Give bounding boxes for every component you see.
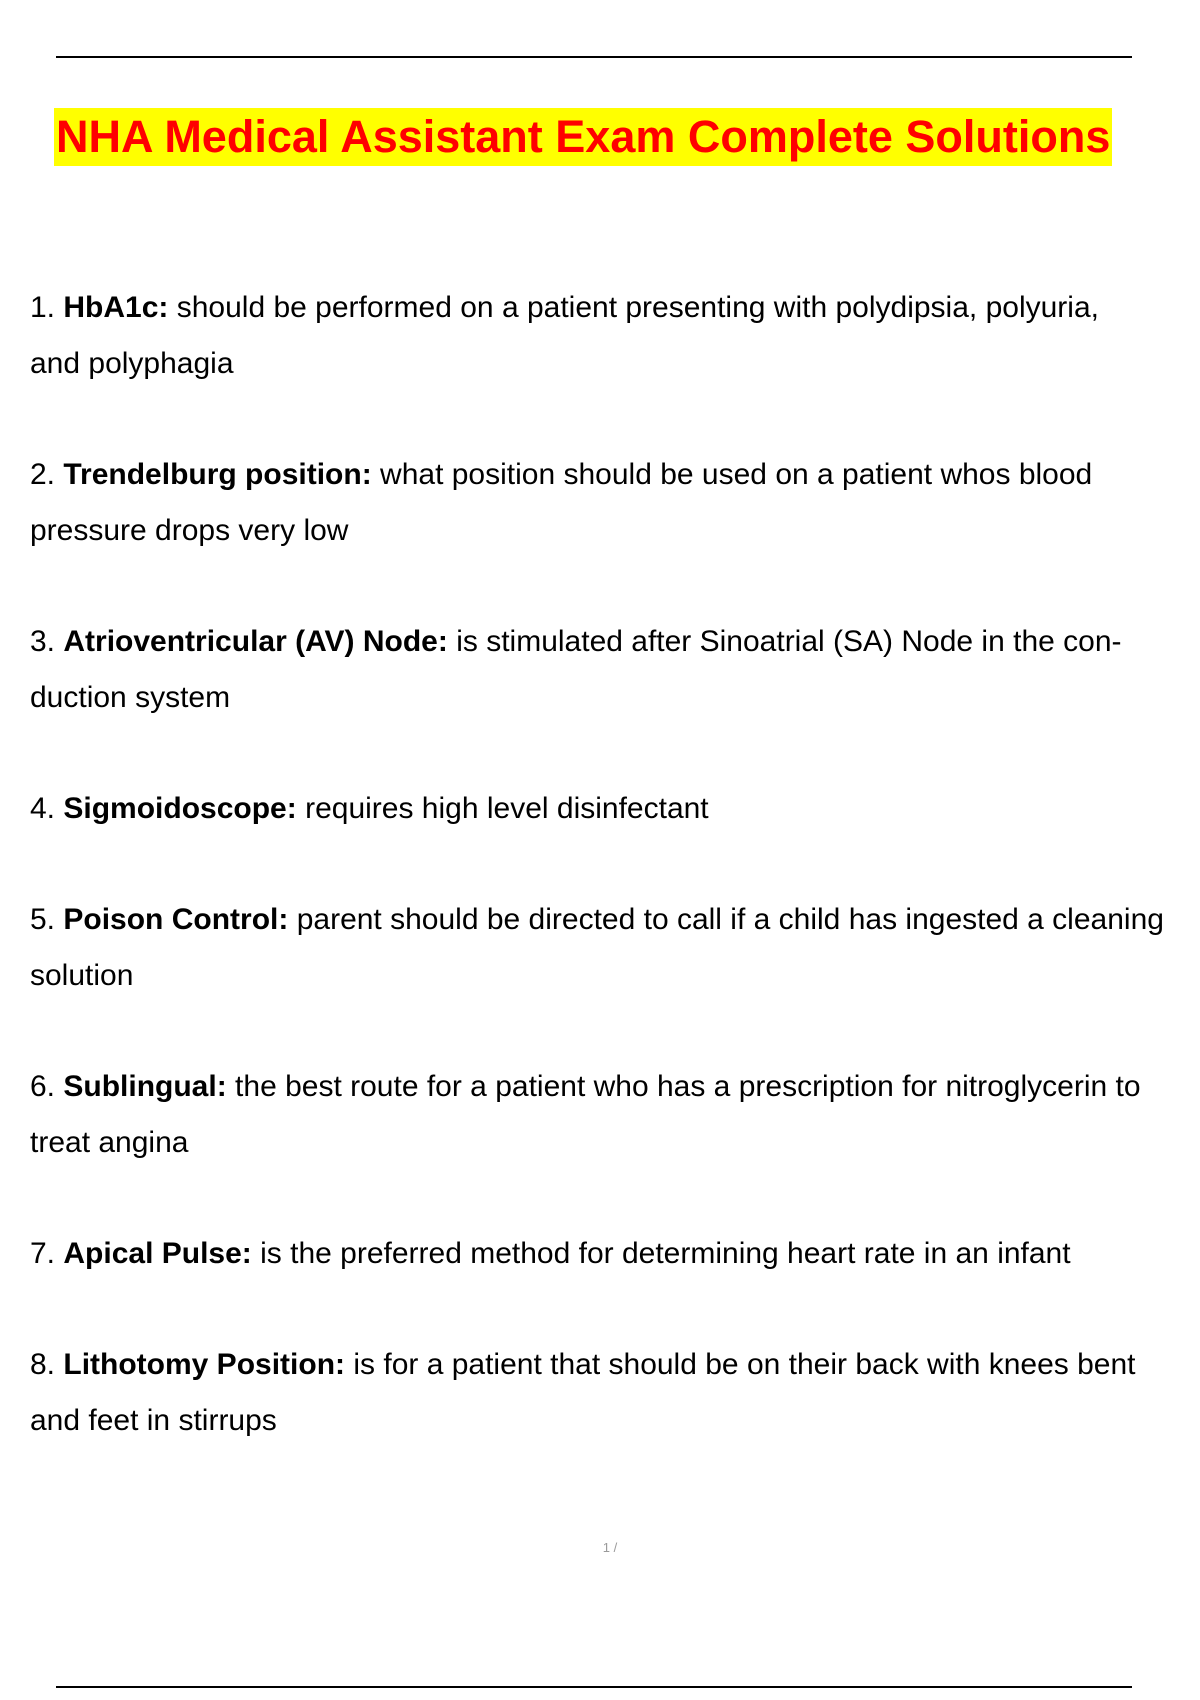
item-number: 3. [30,625,56,658]
list-item [30,1337,1190,1449]
question-answer-list [30,280,1190,1449]
item-term: Poison Control: [63,903,289,936]
item-definition: is the preferred method for determining heart rate in an infant [260,1237,1071,1270]
item-term: Apical Pulse: [63,1237,252,1270]
item-term: Sublingual: [63,1070,227,1103]
item-definition-cont: pressure drops very low [30,514,349,547]
list-item [30,1059,1190,1171]
item-definition: the best route for a patient who has a prescription for nitroglycerin to [235,1070,1141,1103]
list-item [30,614,1190,726]
list-item [30,892,1190,1004]
item-definition: requires high level disinfectant [305,792,709,825]
item-definition-cont: treat angina [30,1126,189,1159]
item-definition-cont: and polyphagia [30,347,234,380]
item-definition-cont: duction system [30,681,231,714]
item-definition: is stimulated after Sinoatrial (SA) Node in the con- [456,625,1122,658]
list-item [30,280,1190,392]
page-number: 1 / [602,1540,618,1555]
page-title: NHA Medical Assistant Exam Complete Solutions [54,108,1112,166]
item-definition-cont: and feet in stirrups [30,1404,277,1437]
item-number: 4. [30,792,56,825]
item-term: Sigmoidoscope: [63,792,297,825]
item-definition: what position should be used on a patient whos blood [380,458,1093,491]
item-number: 2. [30,458,56,491]
item-term: Lithotomy Position: [63,1348,346,1381]
title-block [54,108,1170,166]
item-term: Trendelburg position: [63,458,372,491]
item-term: HbA1c: [63,291,169,324]
item-definition: is for a patient that should be on their back with knees bent [353,1348,1136,1381]
item-definition-cont: solution [30,959,134,992]
item-definition: should be performed on a patient presenting with polydipsia, polyuria, [176,291,1099,324]
list-item [30,447,1190,559]
top-divider [56,56,1132,58]
bottom-divider [56,1686,1132,1688]
list-item [30,781,1190,837]
item-number: 8. [30,1348,56,1381]
item-definition: parent should be directed to call if a child has ingested a cleaning [296,903,1164,936]
item-number: 7. [30,1237,56,1270]
item-term: Atrioventricular (AV) Node: [63,625,448,658]
item-number: 1. [30,291,56,324]
list-item [30,1226,1190,1282]
item-number: 6. [30,1070,56,1103]
item-number: 5. [30,903,56,936]
